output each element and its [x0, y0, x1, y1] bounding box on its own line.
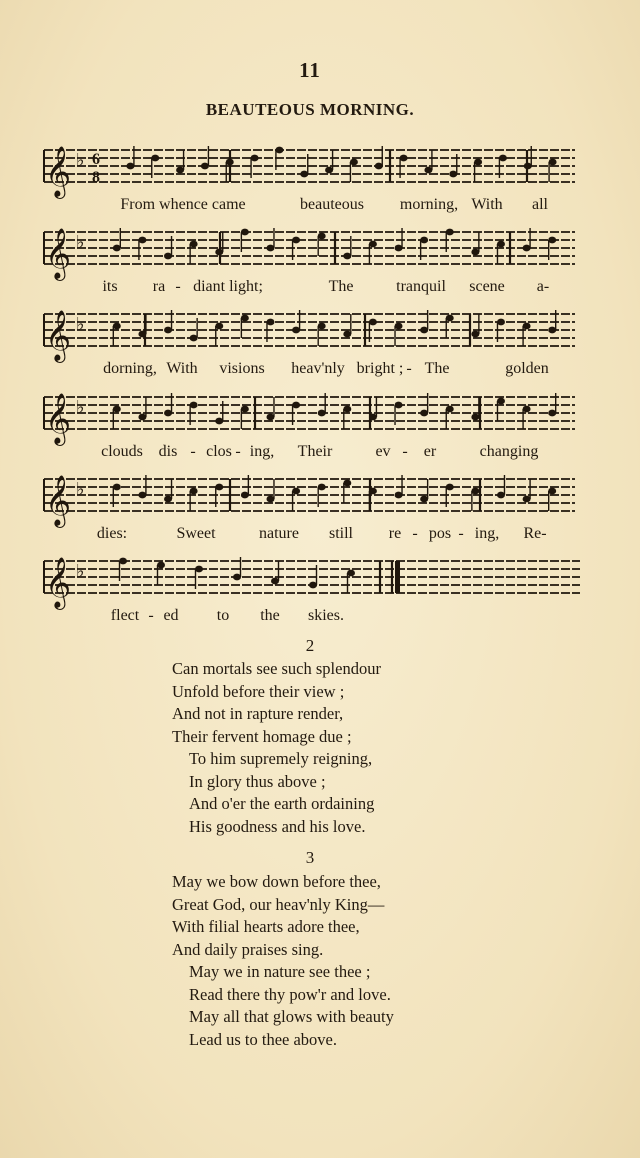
lyric: dies: — [96, 525, 128, 542]
note-head — [446, 315, 454, 322]
note-head — [446, 406, 454, 413]
verse-line: In glory thus above ; — [189, 771, 326, 791]
lyric: to — [216, 607, 230, 624]
note-head — [266, 245, 274, 252]
note-head — [523, 406, 531, 413]
verse-text — [172, 871, 394, 1051]
note-head — [266, 414, 274, 421]
staff — [40, 304, 580, 368]
lyric: morning, — [399, 196, 459, 213]
note-head — [292, 488, 300, 495]
note-head — [343, 406, 351, 413]
note-head — [446, 484, 454, 491]
verse-number: 2 — [305, 636, 315, 655]
verse-line: And not in rapture render, — [172, 704, 344, 723]
lyric: tranquil — [396, 278, 446, 295]
note-head — [292, 402, 300, 409]
flat-icon: ♭ — [76, 150, 85, 171]
note-head — [523, 323, 531, 330]
lyric: ed — [163, 607, 179, 624]
note-head — [126, 163, 134, 170]
treble-clef-icon: 𝄞 — [45, 475, 72, 526]
note-head — [497, 319, 505, 326]
note-head — [347, 570, 355, 577]
lyric: diant light; — [193, 278, 263, 295]
verse-line: May we bow down before thee, — [172, 872, 381, 891]
lyric: ev — [375, 443, 391, 460]
note-head — [266, 496, 274, 503]
lyric: dorning, — [103, 360, 157, 377]
treble-clef-icon: 𝄞 — [45, 557, 72, 608]
verse-number: 3 — [305, 848, 315, 867]
time-signature-top: 6 — [92, 151, 100, 168]
lyric: dis — [158, 443, 178, 460]
treble-clef-icon: 𝄞 — [45, 310, 72, 361]
lyric: - — [148, 607, 154, 624]
note-head — [369, 488, 377, 495]
staff — [40, 222, 580, 286]
note-head — [292, 237, 300, 244]
lyric: golden — [505, 360, 549, 377]
note-head — [369, 319, 377, 326]
lyric: changing — [479, 443, 539, 460]
lyric: skies. — [308, 607, 344, 624]
lyric: Their — [297, 443, 333, 460]
lyric: visions — [219, 360, 265, 377]
lyric: - — [235, 443, 241, 460]
note-head — [350, 159, 358, 166]
verse-line: Can mortals see such splendour — [172, 659, 381, 678]
note-head — [138, 492, 146, 499]
treble-clef-icon: 𝄞 — [45, 228, 72, 279]
lyric: The — [424, 360, 450, 377]
verse-line: Read there thy pow'r and love. — [189, 984, 391, 1004]
page-number: 11 — [299, 58, 321, 82]
lyric: - — [175, 278, 181, 295]
music-system — [40, 551, 580, 631]
flat-icon: ♭ — [76, 314, 85, 335]
note-head — [471, 488, 479, 495]
staff — [40, 551, 580, 615]
lyric: clos — [206, 443, 232, 460]
lyric: re — [388, 525, 402, 542]
note-head — [271, 578, 279, 585]
verse-line: With filial hearts adore thee, — [172, 917, 360, 936]
music-system — [40, 304, 580, 384]
staff — [40, 140, 580, 204]
lyric: With — [166, 360, 198, 377]
lyric: - — [458, 525, 464, 542]
note-head — [318, 484, 326, 491]
lyric: The — [328, 278, 354, 295]
lyric: - — [406, 360, 412, 377]
music-system — [40, 387, 580, 467]
note-head — [318, 323, 326, 330]
note-head — [138, 331, 146, 338]
lyric: From whence came — [120, 196, 246, 213]
lyric: scene — [469, 278, 505, 295]
verse-text — [172, 658, 381, 838]
final-bar-line — [395, 561, 400, 593]
flat-icon: ♭ — [76, 232, 85, 253]
lyric: its — [102, 278, 118, 295]
note-head — [369, 241, 377, 248]
treble-clef-icon: 𝄞 — [45, 393, 72, 444]
note-head — [548, 237, 556, 244]
note-head — [420, 237, 428, 244]
note-head — [343, 480, 351, 487]
verse-line: And o'er the earth ordaining — [189, 794, 375, 813]
note-head — [548, 488, 556, 495]
flat-icon: ♭ — [76, 479, 85, 500]
note-head — [446, 229, 454, 236]
lyric: flect — [110, 607, 140, 624]
note-head — [474, 159, 482, 166]
lyric: heav'nly — [291, 360, 345, 377]
music-system — [40, 469, 580, 549]
staff — [40, 387, 580, 451]
note-head — [275, 147, 283, 154]
verse-line: May all that glows with beauty — [189, 1007, 394, 1026]
lyric: nature — [259, 525, 299, 542]
lyric: Sweet — [176, 525, 216, 542]
verse-line: His goodness and his love. — [189, 816, 366, 836]
song-title: BEAUTEOUS MORNING. — [205, 100, 415, 119]
staff — [40, 469, 580, 533]
verse-line: And daily praises sing. — [172, 939, 324, 959]
note-head — [395, 323, 403, 330]
verse-line: Their fervent homage due ; — [172, 726, 352, 746]
lyric: Re- — [523, 525, 547, 542]
verse-line: Unfold before their view ; — [172, 681, 345, 701]
lyric: - — [412, 525, 418, 542]
lyric: a- — [536, 278, 550, 295]
flat-icon: ♭ — [76, 397, 85, 418]
lyric: With — [471, 196, 503, 213]
note-head — [400, 155, 408, 162]
lyric: er — [423, 443, 437, 460]
verse-line: Lead us to thee above. — [189, 1029, 337, 1049]
note-head — [138, 414, 146, 421]
note-head — [497, 241, 505, 248]
note-head — [266, 319, 274, 326]
treble-clef-icon: 𝄞 — [45, 146, 72, 197]
verse-line: May we in nature see thee ; — [189, 962, 371, 981]
lyric: clouds — [101, 443, 143, 460]
note-head — [318, 233, 326, 240]
lyric: pos — [428, 525, 452, 542]
lyric: - — [190, 443, 196, 460]
lyric: ing, — [249, 443, 275, 460]
lyric: ra — [152, 278, 166, 295]
flat-icon: ♭ — [76, 561, 85, 582]
lyric: bright ; — [356, 360, 404, 377]
time-signature-bottom: 8 — [92, 169, 100, 186]
music-system — [40, 222, 580, 302]
note-head — [497, 398, 505, 405]
music-system — [40, 140, 580, 220]
lyric: ing, — [474, 525, 500, 542]
verse-line: To him supremely reigning, — [189, 749, 373, 768]
verse-line: Great God, our heav'nly King— — [172, 894, 385, 914]
lyric: all — [532, 196, 548, 213]
lyric: beauteous — [300, 196, 364, 213]
lyric: the — [260, 607, 280, 624]
lyric: still — [328, 525, 354, 542]
lyric: - — [402, 443, 408, 460]
note-head — [395, 402, 403, 409]
note-head — [499, 155, 507, 162]
